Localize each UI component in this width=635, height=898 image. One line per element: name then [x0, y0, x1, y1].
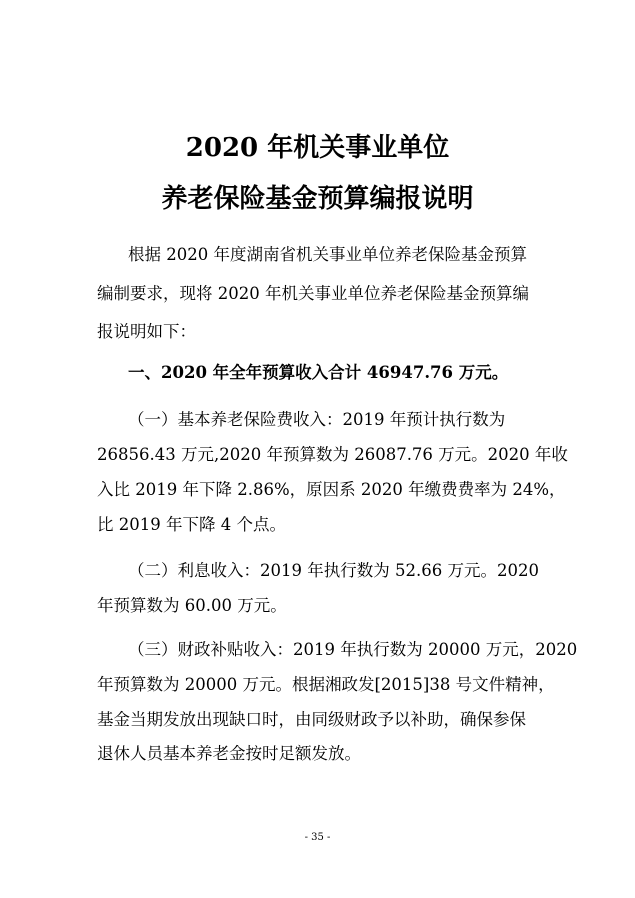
document-title-line-2: 养老保险基金预算编报说明 [161, 184, 474, 214]
item3-line-4: 退休人员基本养老金按时足额发放。 [97, 744, 361, 763]
item1-line-2: 26856.43 万元,2020 年预算数为 26087.76 万元。2020 年收 [97, 445, 568, 464]
intro-line-1: 根据 2020 年度湖南省机关事业单位养老保险基金预算 [128, 245, 527, 264]
intro-line-2: 编制要求，现将 2020 年机关事业单位养老保险基金预算编 [97, 284, 529, 303]
item1-line-1: （一）基本养老保险费收入：2019 年预计执行数为 [128, 410, 506, 429]
item1-line-4: 比 2019 年下降 4 个点。 [97, 515, 286, 534]
item1-line-3: 入比 2019 年下降 2.86%，原因系 2020 年缴费费率为 24%， [97, 480, 566, 499]
page-number: - 35 - [304, 832, 331, 843]
intro-line-3: 报说明如下： [97, 322, 196, 341]
document-title-line-1: 2020 年机关事业单位 [185, 133, 450, 163]
item3-line-3: 基金当期发放出现缺口时，由同级财政予以补助，确保参保 [97, 710, 526, 729]
item2-line-2: 年预算数为 60.00 万元。 [97, 596, 287, 615]
section1-heading: 一、2020 年全年预算收入合计 46947.76 万元。 [128, 363, 509, 382]
item3-line-2: 年预算数为 20000 万元。根据湘政发[2015]38 号文件精神， [97, 675, 555, 694]
item3-line-1: （三）财政补贴收入：2019 年执行数为 20000 万元，2020 [128, 640, 578, 659]
item2-line-1: （二）利息收入：2019 年执行数为 52.66 万元。2020 [128, 561, 539, 580]
